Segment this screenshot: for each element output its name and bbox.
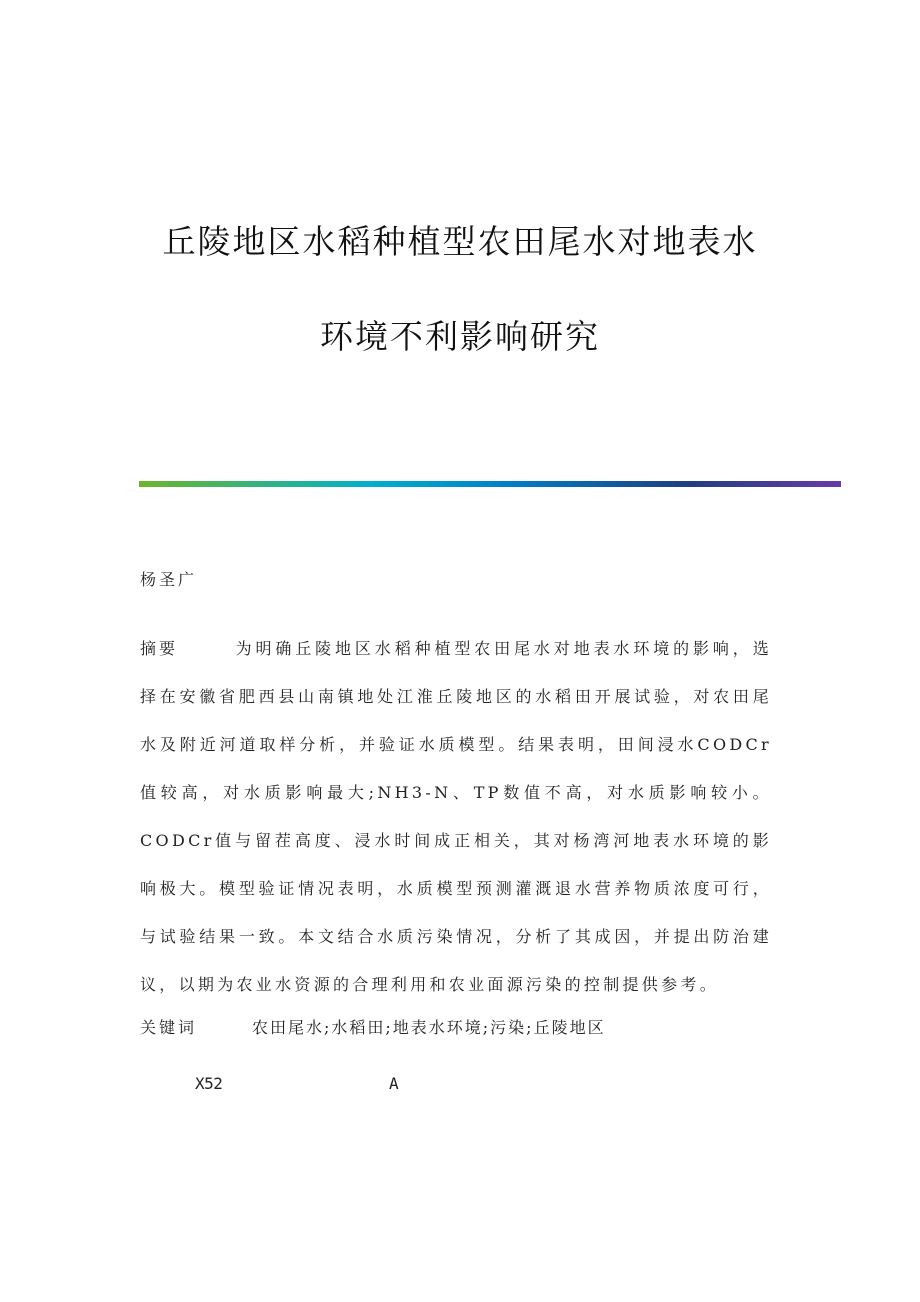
document-code: A [389,1074,399,1093]
keywords-text: 农田尾水;水稻田;地表水环境;污染;丘陵地区 [252,1018,606,1037]
abstract-text: 为明确丘陵地区水稻种植型农田尾水对地表水环境的影响，选择在安徽省肥西县山南镇地处江淮丘陵地区的水稻田开展试验，对农田尾水及附近河道取样分析，并验证水质模型。结果表明，田间浸水CODCr值较高，对水质影响最大;NH3-N、TP数值不高，对水质影响较小。CODCr值与留茬高度、浸水时间成正相关，其对杨湾河地表水环境的影响极大。模型验证情况表明，水质模型预测灌溉退水营养物质浓度可行，与试验结果一致。本文结合水质污染情况，分析了其成因，并提出防治建议，以期为农业水资源的合理利用和农业面源污染的控制提供参考。 [140,639,772,994]
paper-title-line-2: 环境不利影响研究 [320,317,600,356]
abstract-label: 摘要 [140,639,179,658]
keywords-line [140,1018,606,1038]
classification-number: X52 [195,1074,223,1093]
abstract-paragraph [140,625,772,1009]
author-name: 杨圣广 [140,570,198,589]
keywords-label: 关键词 [140,1018,198,1037]
paper-title-line-1: 丘陵地区水稻种植型农田尾水对地表水 [162,222,758,261]
gradient-divider [139,481,841,487]
